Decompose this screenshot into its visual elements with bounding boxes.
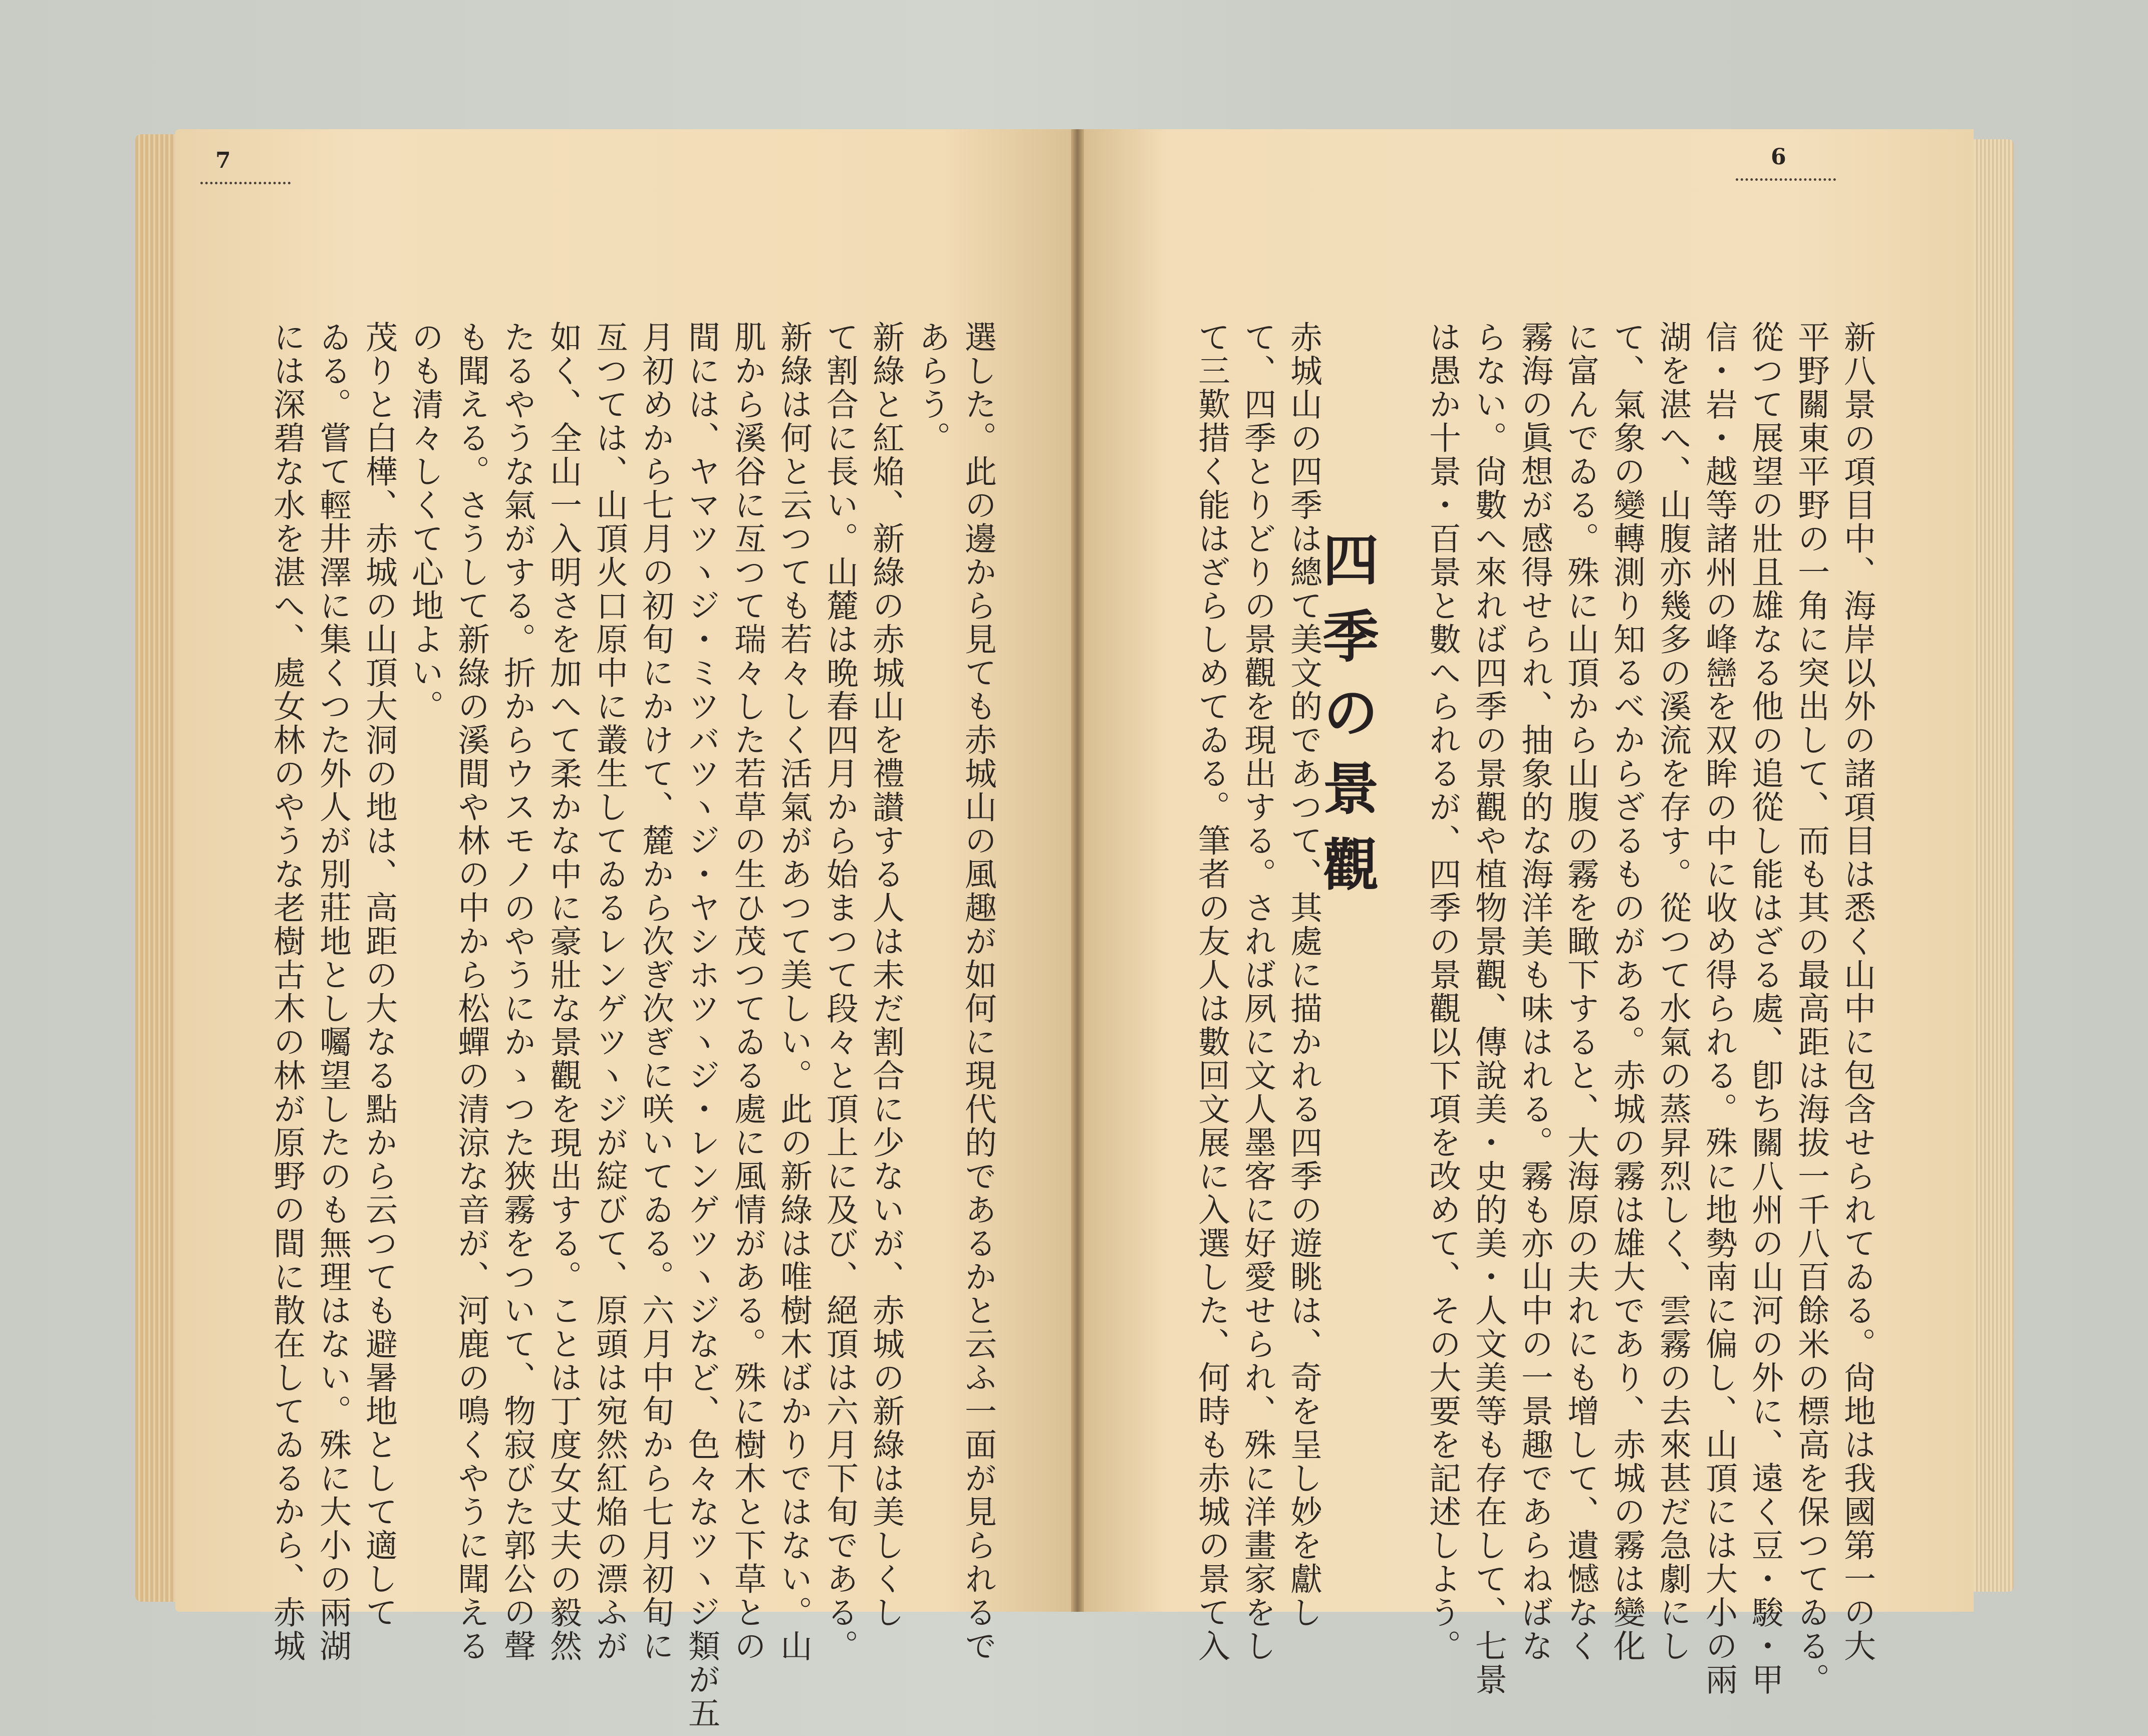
text-column: 平野關東平野の一角に突出して、而も其の最高距は海拔一千八百餘米の標高を保つてゐる。: [1792, 321, 1829, 1696]
text-column: 赤城山の四季は總て美文的であつて、其處に描かれる四季の遊眺は、奇を呈し妙を獻し: [1285, 321, 1322, 1629]
text-column: も聞える。さうして新綠の溪間や林の中から松蟬の清涼な音が、河鹿の鳴くやうに聞える: [452, 321, 489, 1663]
text-column: には深碧な水を湛へ、處女林のやうな老樹古木の林が原野の間に散在してゐるから、赤城: [268, 321, 305, 1663]
text-column: は愚か十景・百景と數へられるが、四季の景觀以下項を改めて、その大要を記述しよう。: [1424, 321, 1461, 1663]
text-column: のも清々しくて心地よい。: [406, 321, 443, 723]
text-column: て三歎措く能はざらしめてゐる。筆者の友人は數回文展に入選した、何時も赤城の景て入: [1193, 321, 1230, 1663]
text-column: 信・岩・越等諸州の峰巒を双眸の中に收め得られる。殊に地勢南に偏し、山頂には大小の兩: [1700, 321, 1737, 1696]
page-number-right: 6: [1771, 144, 1786, 170]
text-column: 月初めから七月の初旬にかけて、麓から次ぎ次ぎに咲いてゐる。六月中旬から七月初旬に: [637, 321, 674, 1663]
text-column: らない。尙數へ來れば四季の景觀や植物景觀、傳說美・史的美・人文美等も存在して、七景: [1470, 321, 1507, 1696]
book-gutter: [1071, 129, 1084, 1612]
text-column: て、四季とりどりの景觀を現出する。されば夙に文人墨客に好愛せられ、殊に洋畫家をし: [1239, 321, 1276, 1663]
text-column: に富んでゐる。殊に山頂から山腹の霧を瞰下すると、大海原の夫れにも增して、遺憾なく: [1562, 321, 1599, 1663]
page-number-left: 7: [215, 148, 231, 173]
text-column: て、氣象の變轉測り知るべからざるものがある。赤城の霧は雄大であり、赤城の霧は變化: [1608, 321, 1645, 1663]
text-column: 亙つては、山頂火口原中に叢生してゐるレンゲツヽジが綻びて、原頭は宛然紅焔の漂ふが: [591, 321, 628, 1663]
text-column: て割合に長い。山麓は晩春四月から始まつて段々と頂上に及び、絕頂は六月下旬である。: [821, 321, 858, 1663]
right-page-section-body: [1188, 321, 1326, 1663]
text-column: 霧海の眞想が感得せられ、抽象的な海洋美も味はれる。霧も亦山中の一景趣であらねばな: [1516, 321, 1553, 1663]
text-column: 新綠は何と云つても若々しく活氣があつて美しい。此の新綠は唯樹木ばかりではない。山: [775, 321, 812, 1663]
text-column: たるやうな氣がする。折からウスモノのやうにかゝつた狹霧をついて、物寂びた郭公の聲: [498, 321, 535, 1663]
text-column: 肌から溪谷に亙つて瑞々した若草の生ひ茂つてゐる處に風情がある。殊に樹木と下草との: [729, 321, 766, 1663]
text-column: 從つて展望の壯且雄なる他の追從し能はざる處、卽ち關八州の山河の外に、遠く豆・駿・甲: [1746, 321, 1783, 1696]
text-column: 湖を湛へ、山腹亦幾多の溪流を存す。從つて水氣の蒸昇烈しく、雲霧の去來甚だ急劇にし: [1654, 321, 1691, 1663]
text-column: 選した。此の邊から見ても赤城山の風趣が如何に現代的であるかと云ふ一面が見られるで: [959, 321, 996, 1663]
text-column: 新八景の項目中、海岸以外の諸項目は悉く山中に包含せられてゐる。尙地は我國第一の大: [1838, 321, 1875, 1663]
right-page-body: [1419, 321, 1880, 1696]
text-column: 間には、ヤマツヽジ・ミツバツヽジ・ヤシホツヽジ・レンゲツヽジなど、色々なツヽジ類が五: [683, 321, 720, 1730]
left-page-body: [263, 321, 1001, 1730]
page-block-edge-right: [1974, 139, 2014, 1592]
text-column: あらう。: [913, 321, 950, 455]
text-column: 茂りと白樺、赤城の山頂大洞の地は、高距の大なる點から云つても避暑地として適して: [360, 321, 397, 1629]
section-heading: 四季の景觀: [1313, 531, 1379, 912]
text-column: 新綠と紅焔、新綠の赤城山を禮讃する人は未だ割合に少ないが、赤城の新綠は美しくし: [867, 321, 904, 1629]
text-column: ゐる。嘗て輕井澤に集くつた外人が別莊地とし囑望したのも無理はない。殊に大小の兩湖: [314, 321, 351, 1663]
text-column: 如く、全山一入明さを加へて柔かな中に豪壯な景觀を現出する。ことは丁度女丈夫の毅然: [545, 321, 582, 1663]
